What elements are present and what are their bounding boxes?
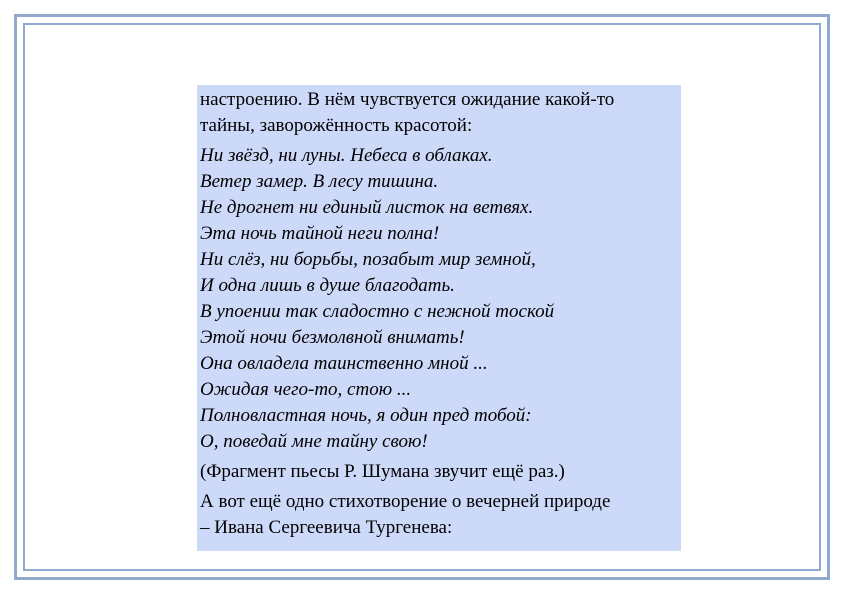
poem-line: Ни слёз, ни борьбы, позабыт мир земной, xyxy=(200,249,536,270)
poem-line: В упоении так сладостно с нежной тоской xyxy=(200,301,555,322)
poem-line: И одна лишь в душе благодать. xyxy=(200,275,455,296)
poem-line: О, поведай мне тайну свою! xyxy=(200,431,428,452)
poem-line: Этой ночи безмолвной внимать! xyxy=(200,327,465,348)
closing-line-2: – Ивана Сергеевича Тургенева: xyxy=(200,517,453,538)
intro-paragraph xyxy=(200,87,678,139)
poem xyxy=(200,143,678,455)
closing-line-1: А вот ещё одно стихотворение о вечерней природе xyxy=(200,491,611,512)
intro-line-2: тайны, заворожённость красотой: xyxy=(200,115,473,136)
poem-line: Ни звёзд, ни луны. Небеса в облаках. xyxy=(200,145,493,166)
poem-line: Полновластная ночь, я один пред тобой: xyxy=(200,405,532,426)
poem-line: Она овладела таинственно мной ... xyxy=(200,353,488,374)
text-block xyxy=(197,85,681,551)
poem-line: Эта ночь тайной неги полна! xyxy=(200,223,440,244)
poem-line: Не дрогнет ни единый листок на ветвях. xyxy=(200,197,534,218)
poem-line: Ожидая чего-то, стою ... xyxy=(200,379,412,400)
poem-line: Ветер замер. В лесу тишина. xyxy=(200,171,439,192)
closing-paragraph xyxy=(200,489,678,541)
intro-line-1: настроению. В нём чувствуется ожидание какой-то xyxy=(200,89,615,110)
stage-note: (Фрагмент пьесы Р. Шумана звучит ещё раз.) xyxy=(200,461,565,482)
